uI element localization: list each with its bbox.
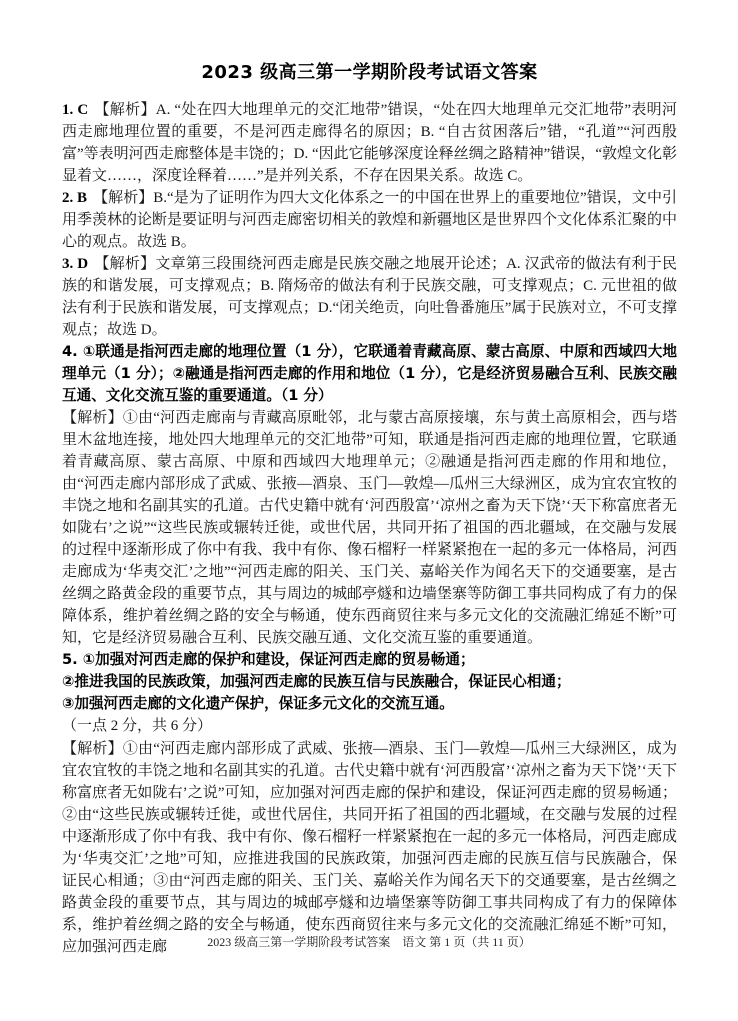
- q5-analysis-text: 【解析】①由“河西走廊内部形成了武威、张掖—酒泉、玉门—敦煌—瓜州三大绿洲区，成为宜农宜牧的丰饶之地和名副其实的孔道。古代史籍中就有‘河西殷富’‘凉州之畜为天下饶’‘天下称富庶者无如陇右’之说”可知，应加强对河西走廊的保护和建设，保证河西走廊的贸易畅通；②由“这些民族或辗转迁徙，或世代居住，共同开拓了祖国的西北疆域，在交融与发展的过程中逐渐形成了你中有我、我中有你、像石榴籽一样紧紧抱在一起的多元一体格局，河西走廊成为‘华夷交汇’之地”可知，应推进我国的民族政策，加强河西走廊的民族互信与民族融合，保证民心相通；③由“河西走廊的阳关、玉门关、嘉峪关作为闻名天下的交通要塞，是古丝绸之路黄金段的重要节点，其与周边的城邮亭燧和边墙堡寨等防御工事共同构成了有力的保障体系，维护着丝绸之路的安全与畅通，使东西商贸往来与多元文化的交流融汇绵延不断”可知，应加强河西走廊: [62, 741, 678, 955]
- q2-analysis-text: 【解析】B.“是为了证明作为四大文化体系之一的中国在世界上的重要地位”错误，文中引用季羡林的论断是要证明与河西走廊密切相关的敦煌和新疆地区是世界四个文化体系汇聚的中心的观点。故选 B。: [62, 190, 678, 250]
- q5-answer-line-1: 5. ①加强对河西走廊的保护和建设，保证河西走廊的贸易畅通；: [62, 651, 475, 668]
- q5-answer-line-3: ③加强河西走廊的文化遗产保护，保证多元文化的交流互通。: [62, 695, 454, 712]
- q3-analysis-text: 【解析】文章第三段围绕河西走廊是民族交融之地展开论述；A. 汉武帝的做法有利于民族的和谐发展，可支撑观点；B. 隋炀帝的做法有利于民族交融，可支撑观点；C. 元世祖的做法有利于民族和谐发展，可支撑观点；D.“闭关绝贡，向吐鲁番施压”属于民族对立，不可支撑观点；故选 D。: [62, 256, 677, 338]
- page-footer: 2023 级高三第一学期阶段考试答案 语文 第 1 页（共 11 页）: [207, 935, 531, 949]
- q1-answer-paragraph: [62, 99, 677, 187]
- q4-answer-text: 4. ①联通是指河西走廊的地理位置（1 分），它联通着青藏高原、蒙古高原、中原和西域四大地理单元（1 分）；②融通是指河西走廊的作用和地位（1 分），它是经济贸易融合互利、民族交融互通、文化交流互鉴的重要通道。（1 分）: [62, 343, 677, 404]
- q3-answer-paragraph: [62, 253, 677, 341]
- q1-analysis-text: 【解析】A. “处在四大地理单元的交汇地带”错误，“处在四大地理单元交汇地带”表明河西走廊地理位置的重要，不是河西走廊得名的原因；B. “自古贫困落后”错，“孔道”“河西殷富”等表明河西走廊整体是丰饶的；D. “因此它能够深度诠释丝绸之路精神”错误，“敦煌文化彰显着文……，深度诠释着……”是并列关系，不存在因果关系。故选 C。: [62, 102, 677, 184]
- q5-score-note: （一点 2 分，共 6 分）: [62, 718, 213, 734]
- q4-analysis-text: 【解析】①由“河西走廊南与青藏高原毗邻，北与蒙古高原接壤，东与黄土高原相会，西与塔里木盆地连接，地处四大地理单元的交汇地带”可知，联通是指河西走廊的地理位置，它联通着青藏高原、蒙古高原、中原和西域四大地理单元；②融通是指河西走廊的作用和地位，由“河西走廊内部形成了武威、张掖—酒泉、玉门—敦煌—瓜州三大绿洲区，成为宜农宜牧的丰饶之地和名副其实的孔道。古代史籍中就有‘河西殷富’‘凉州之畜为天下饶’‘天下称富庶者无如陇右’之说”“这些民族或辗转迁徙，或世代居，共同开拓了祖国的西北疆域，在交融与发展的过程中逐渐形成了你中有我、我中有你、像石榴籽一样紧紧抱在一起的多元一体格局，河西走廊成为‘华夷交汇’之地”“河西走廊的阳关、玉门关、嘉峪关作为闻名天下的交通要塞，是古丝绸之路黄金段的重要节点，其与周边的城邮亭燧和边墙堡寨等防御工事共同构成了有力的保障体系，维护着丝绸之路的安全与畅通，使东西商贸往来与多元文化的交流融汇绵延不断”可知，它是经济贸易融合互利、民族交融互通、文化交流互鉴的重要通道。: [62, 410, 678, 646]
- document-title: 2023 级高三第一学期阶段考试语文答案: [201, 62, 538, 83]
- q2-answer-letter: 2. B: [62, 190, 88, 206]
- q1-answer-letter: 1. C: [62, 102, 89, 118]
- q2-answer-paragraph: [62, 187, 677, 253]
- q3-answer-letter: 3. D: [62, 256, 89, 272]
- q5-answer-line-2: ②推进我国的民族政策，加强河西走廊的民族互信与民族融合，保证民心相通；: [62, 673, 571, 690]
